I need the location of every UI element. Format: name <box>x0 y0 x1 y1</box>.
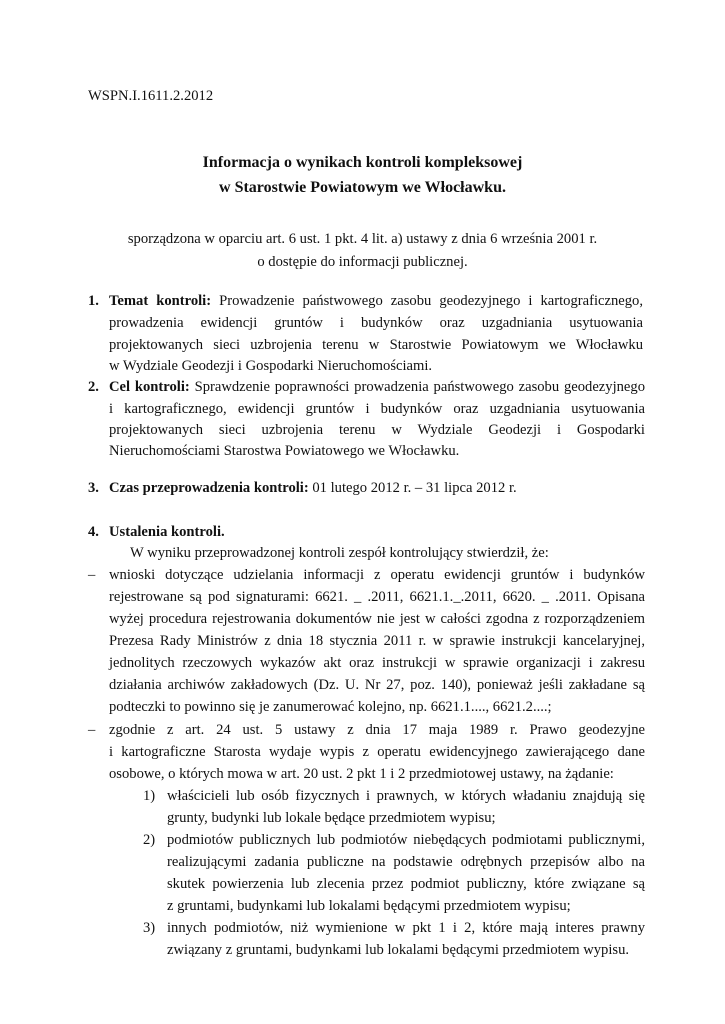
section-line: prowadzenia ewidencji gruntów i budynków oraz uzgadniania usytuowania <box>109 315 643 331</box>
finding-line: wyżej procedura rejestrowania dokumentów nie jest w całości zgodna z rozporządzeniem <box>109 611 645 627</box>
legal-basis <box>0 228 725 274</box>
subitem-number: 2) <box>143 832 156 848</box>
subitem-line: realizującymi zadania publiczne na podstawie odrębnych przepisów albo na <box>167 854 645 870</box>
section-line: w Wydziale Geodezji i Gospodarki Nieruchomościami. <box>109 358 433 374</box>
dash-bullet: – <box>88 567 96 583</box>
section-line: Nieruchomościami Starostwa Powiatowego we Włocławku. <box>109 443 460 459</box>
section-line <box>109 480 517 497</box>
finding-line: wnioski dotyczące udzielania informacji z operatu ewidencji gruntów i budynków <box>109 567 645 583</box>
title-line-1: Informacja o wynikach kontroli kompleksowej <box>202 154 523 171</box>
section-text: 01 lutego 2012 r. – 31 lipca 2012 r. <box>312 480 517 496</box>
finding-line: rejestrowane są pod signaturami: 6621. _ .2011, 6621.1._.2011, 6620. _ .2011. Opisana <box>109 589 645 605</box>
section-number: 1. <box>88 293 99 309</box>
dash-bullet: – <box>88 722 96 738</box>
section-text: Sprawdzenie poprawności prowadzenia państwowego zasobu geodezyjnego <box>194 379 645 395</box>
finding-line: podteczki to powinno się je zanumerować kolejno, np. 6621.1...., 6621.2....; <box>109 699 552 715</box>
subitem-number: 1) <box>143 788 156 804</box>
section-number: 4. <box>88 524 99 540</box>
section-line: projektowanych sieci uzbrojenia terenu w Wydziale Geodezji i Gospodarki <box>109 422 645 438</box>
section-label: Cel kontroli: <box>109 379 190 395</box>
finding-line: i kartograficzne Starosta wydaje wypis z operatu ewidencyjnego zawierającego dane <box>109 744 645 760</box>
findings-intro: W wyniku przeprowadzonej kontroli zespół kontrolujący stwierdził, że: <box>130 545 549 561</box>
section-label: Czas przeprowadzenia kontroli: <box>109 480 309 496</box>
section-line: projektowanych sieci uzbrojenia terenu w Starostwie Powiatowym we Włocławku <box>109 337 643 353</box>
subitem-line: innych podmiotów, niż wymienione w pkt 1 i 2, które mają interes prawny <box>167 920 645 936</box>
subitem-line: związany z gruntami, budynkami lub lokalami będącymi przedmiotem wypisu. <box>167 942 630 958</box>
subitem-line: z gruntami, budynkami lub lokalami będącymi przedmiotem wypisu; <box>167 898 571 914</box>
section-line <box>109 293 643 314</box>
legal-basis-line-2: o dostępie do informacji publicznej. <box>257 254 468 270</box>
section-label: Temat kontroli: <box>109 293 212 309</box>
finding-line: jednolitych rzeczowych wykazów akt oraz instrukcji w sprawie organizacji i zakresu <box>109 655 645 671</box>
finding-line: osobowe, o których mowa w art. 20 ust. 2 pkt 1 i 2 przedmiotowej ustawy, na żądanie: <box>109 766 614 782</box>
subitem-line: grunty, budynki lub lokale będące przedmiotem wypisu; <box>167 810 496 826</box>
section-text: Prowadzenie państwowego zasobu geodezyjnego i kartograficznego, <box>219 293 644 309</box>
section-label: Ustalenia kontroli. <box>109 524 225 540</box>
section-line <box>109 524 225 541</box>
document-title <box>0 150 725 200</box>
subitem-line: skutek powierzenia lub zlecenia przez podmiot publiczny, które związane są <box>167 876 645 892</box>
section-number: 3. <box>88 480 99 496</box>
legal-basis-line-1: sporządzona w oparciu art. 6 ust. 1 pkt. 4 lit. a) ustawy z dnia 6 września 2001 r. <box>127 231 598 247</box>
finding-line: Prezesa Rady Ministrów z dnia 18 stycznia 2011 r. w sprawie instrukcji kancelaryjnej, <box>109 633 645 649</box>
title-line-2: w Starostwie Powiatowym we Włocławku. <box>219 179 506 196</box>
finding-line: działania archiwów zakładowych (Dz. U. Nr 27, poz. 140), ponieważ jeśli zakładane są <box>109 677 645 693</box>
section-line: i kartograficznego, ewidencji gruntów i budynków oraz uzgadniania usytuowania <box>109 401 645 417</box>
section-number: 2. <box>88 379 99 395</box>
document-reference: WSPN.I.1611.2.2012 <box>88 88 214 104</box>
section-line <box>109 379 645 400</box>
subitem-line: właścicieli lub osób fizycznych i prawnych, w których władaniu znajdują się <box>167 788 645 804</box>
finding-line: zgodnie z art. 24 ust. 5 ustawy z dnia 17 maja 1989 r. Prawo geodezyjne <box>109 722 645 738</box>
subitem-number: 3) <box>143 920 156 936</box>
subitem-line: podmiotów publicznych lub podmiotów niebędących podmiotami publicznymi, <box>167 832 645 848</box>
